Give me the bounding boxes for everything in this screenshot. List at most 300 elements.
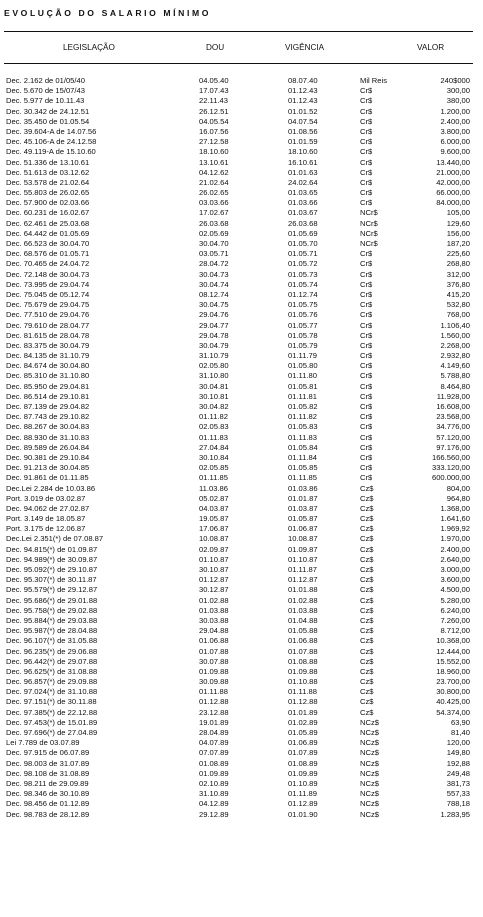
valor-cell: 120,00: [446, 738, 470, 748]
legislacao-cell: Dec. 45.106-A de 24.12.58: [6, 137, 97, 147]
table-row: [0, 127, 483, 137]
legislacao-cell: Dec. 95.307(*) de 30.11.87: [6, 575, 97, 585]
table-row: [0, 585, 483, 595]
valor-cell: 5.788,80: [440, 371, 470, 381]
table-row: [0, 677, 483, 687]
table-row: [0, 351, 483, 361]
vigencia-cell: 01.05.72: [288, 259, 318, 269]
currency-cell: Cr$: [360, 167, 373, 177]
currency-cell: Cz$: [360, 697, 374, 707]
currency-cell: Cr$: [360, 147, 373, 157]
dou-cell: 26.02.65: [199, 188, 229, 198]
currency-cell: Cr$: [360, 351, 373, 361]
legislacao-cell: Dec. 55.803 de 26.02.65: [6, 188, 90, 198]
dou-cell: 30.04.75: [199, 300, 229, 310]
dou-cell: 18.10.60: [199, 147, 229, 157]
dou-cell: 04.12.62: [199, 167, 229, 177]
currency-cell: Cz$: [360, 636, 374, 646]
vigencia-cell: 01.01.63: [288, 167, 318, 177]
vigencia-cell: 01.11.83: [288, 432, 317, 442]
legislacao-cell: Dec. 86.514 de 29.10.81: [6, 391, 90, 401]
vigencia-cell: 01.05.88: [288, 626, 318, 636]
currency-cell: NCr$: [360, 228, 378, 238]
currency-cell: Cz$: [360, 565, 374, 574]
dou-cell: 04.07.89: [199, 738, 229, 748]
vigencia-cell: 01.05.82: [288, 402, 318, 411]
table-row: [0, 728, 483, 738]
table-row: [0, 514, 483, 524]
vigencia-cell: 01.08.56: [288, 126, 318, 136]
vigencia-cell: 01.06.87: [288, 524, 318, 534]
table-row: [0, 494, 483, 504]
column-header-vigencia: VIGÊNCIA: [285, 43, 325, 52]
table-row: [0, 748, 483, 758]
vigencia-cell: 01.02.89: [288, 717, 318, 727]
dou-cell: 30.04.73: [199, 269, 229, 279]
valor-cell: 240$000: [440, 76, 470, 85]
table-row: [0, 188, 483, 198]
currency-cell: Cz$: [360, 656, 374, 666]
salary-table: [0, 76, 483, 820]
valor-cell: 2.932,80: [440, 351, 470, 361]
legislacao-cell: Dec.Lei 2.284 de 10.03.86: [6, 483, 96, 493]
valor-cell: 1.200,00: [440, 106, 470, 116]
table-row: [0, 463, 483, 473]
currency-cell: Cz$: [360, 514, 374, 524]
currency-cell: NCz$: [360, 758, 379, 768]
dou-cell: 13.10.61: [199, 157, 229, 167]
legislacao-cell: Port. 3.149 de 18.05.87: [6, 514, 86, 524]
legislacao-cell: Dec. 73.995 de 29.04.74: [6, 279, 90, 289]
legislacao-cell: Dec. 87.139 de 29.04.82: [6, 402, 90, 411]
dou-cell: 26.03.68: [199, 218, 229, 228]
currency-cell: Cz$: [360, 626, 374, 636]
table-row: [0, 647, 483, 657]
vigencia-cell: 01.12.74: [288, 289, 318, 299]
valor-cell: 84.000,00: [436, 198, 470, 208]
table-row: [0, 259, 483, 269]
currency-cell: Cr$: [360, 422, 373, 432]
currency-cell: Cz$: [360, 707, 374, 717]
dou-cell: 19.05.87: [199, 514, 229, 524]
valor-cell: 1.283,95: [440, 809, 470, 819]
table-row: [0, 341, 483, 351]
dou-cell: 01.02.88: [199, 595, 229, 605]
valor-cell: 1.970,00: [440, 534, 470, 544]
vigencia-cell: 08.07.40: [288, 76, 318, 85]
dou-cell: 30.04.81: [199, 381, 229, 391]
valor-cell: 964,80: [446, 493, 470, 503]
dou-cell: 30.04.74: [199, 279, 229, 289]
table-row: [0, 178, 483, 188]
table-row: [0, 158, 483, 168]
vigencia-cell: 01.10.87: [288, 554, 318, 564]
table-row: [0, 565, 483, 575]
header-top-rule: [4, 31, 473, 32]
valor-cell: 12.444,00: [436, 646, 470, 656]
valor-cell: 149,80: [446, 748, 470, 758]
valor-cell: 54.374,00: [436, 707, 470, 717]
currency-cell: Cr$: [360, 157, 373, 167]
vigencia-cell: 04.07.54: [288, 116, 318, 126]
vigencia-cell: 01.06.89: [288, 738, 318, 748]
legislacao-cell: Dec. 94.062 de 27.02.87: [6, 503, 90, 513]
currency-cell: Cz$: [360, 544, 374, 554]
vigencia-cell: 01.10.88: [288, 677, 318, 687]
currency-cell: Cr$: [360, 249, 373, 259]
valor-cell: 532,80: [446, 300, 470, 310]
table-row: [0, 779, 483, 789]
valor-cell: 2.400,00: [440, 116, 470, 126]
legislacao-cell: Dec. 97.453(*) de 15.01.89: [6, 717, 98, 727]
dou-cell: 04.12.89: [199, 799, 229, 809]
legislacao-cell: Dec.Lei 2.351(*) de 07.08.87: [6, 534, 104, 544]
legislacao-cell: Dec. 91.213 de 30.04.85: [6, 463, 90, 473]
table-row: [0, 687, 483, 697]
vigencia-cell: 01.04.88: [288, 615, 318, 625]
legislacao-cell: Dec. 96.107(*) de 31.05.88: [6, 636, 98, 646]
currency-cell: Cr$: [360, 442, 373, 452]
currency-cell: Cr$: [360, 198, 373, 208]
dou-cell: 02.05.69: [199, 228, 229, 238]
valor-cell: 42.000,00: [436, 177, 470, 187]
valor-cell: 1.641,60: [440, 514, 470, 524]
dou-cell: 31.10.89: [199, 789, 229, 799]
table-row: [0, 331, 483, 341]
table-row: [0, 545, 483, 555]
legislacao-cell: Dec. 96.442(*) de 29.07.88: [6, 656, 98, 666]
vigencia-cell: 01.07.89: [288, 748, 318, 758]
vigencia-cell: 01.05.71: [288, 249, 318, 259]
table-row: [0, 708, 483, 718]
vigencia-cell: 01.08.88: [288, 656, 318, 666]
legislacao-cell: Lei 7.789 de 03.07.89: [6, 738, 80, 748]
vigencia-cell: 01.03.67: [288, 208, 318, 218]
vigencia-cell: 01.12.88: [288, 697, 318, 707]
table-row: [0, 76, 483, 86]
table-row: [0, 229, 483, 239]
dou-cell: 30.10.81: [199, 391, 229, 401]
dou-cell: 01.11.85: [199, 473, 228, 483]
valor-cell: 1.106,40: [440, 320, 470, 330]
dou-cell: 29.04.78: [199, 330, 229, 340]
currency-cell: Cz$: [360, 595, 374, 605]
legislacao-cell: Dec. 64.442 de 01.05.69: [6, 228, 90, 238]
valor-cell: 557,33: [446, 789, 470, 799]
table-row: [0, 789, 483, 799]
legislacao-cell: Dec. 87.743 de 29.10.82: [6, 412, 90, 422]
valor-cell: 333.120,00: [431, 463, 470, 473]
currency-cell: NCz$: [360, 768, 379, 778]
currency-cell: Cr$: [360, 340, 373, 350]
table-row: [0, 198, 483, 208]
vigencia-cell: 01.05.80: [288, 361, 318, 371]
dou-cell: 30.10.84: [199, 452, 229, 462]
valor-cell: 2.400,00: [440, 544, 470, 554]
vigencia-cell: 01.05.70: [288, 239, 318, 248]
dou-cell: 27.12.58: [199, 137, 229, 147]
legislacao-cell: Dec. 95.884(*) de 29.03.88: [6, 615, 98, 625]
legislacao-cell: Dec. 98.211 de 29.09.89: [6, 778, 89, 788]
table-row: [0, 168, 483, 178]
currency-cell: Cr$: [360, 96, 373, 106]
dou-cell: 07.07.89: [199, 748, 229, 758]
table-row: [0, 310, 483, 320]
column-header-valor: VALOR: [417, 43, 445, 52]
table-row: [0, 484, 483, 494]
table-row: [0, 616, 483, 626]
valor-cell: 57.120,00: [436, 432, 470, 442]
currency-cell: Cr$: [360, 279, 373, 289]
vigencia-cell: 01.05.79: [288, 340, 318, 350]
legislacao-cell: Dec. 97.151(*) de 30.11.88: [6, 697, 97, 707]
dou-cell: 01.08.89: [199, 758, 229, 768]
valor-cell: 105,00: [446, 208, 470, 218]
vigencia-cell: 01.11.89: [288, 789, 317, 799]
legislacao-cell: Dec. 84.135 de 31.10.79: [6, 351, 90, 361]
column-header-legislacao: LEGISLAÇÃO: [63, 43, 115, 52]
currency-cell: Cr$: [360, 391, 373, 401]
currency-cell: Cr$: [360, 188, 373, 198]
table-row: [0, 534, 483, 544]
currency-cell: NCz$: [360, 789, 379, 799]
legislacao-cell: Dec. 81.615 de 28.04.78: [6, 330, 90, 340]
vigencia-cell: 01.03.86: [288, 483, 318, 493]
vigencia-cell: 01.05.73: [288, 269, 318, 279]
currency-cell: Cr$: [360, 116, 373, 126]
vigencia-cell: 01.12.43: [288, 86, 318, 96]
currency-cell: Cz$: [360, 605, 374, 615]
dou-cell: 02.05.85: [199, 463, 229, 473]
legislacao-cell: Dec. 88.930 de 31.10.83: [6, 432, 90, 442]
vigencia-cell: 01.01.52: [288, 106, 318, 116]
vigencia-cell: 01.03.66: [288, 198, 318, 208]
dou-cell: 17.02.67: [199, 208, 229, 218]
currency-cell: Cr$: [360, 177, 373, 187]
dou-cell: 29.12.89: [199, 809, 229, 819]
legislacao-cell: Dec. 91.861 de 01.11.85: [6, 473, 89, 483]
legislacao-cell: Port. 3.175 de 12.06.87: [6, 524, 86, 534]
table-row: [0, 290, 483, 300]
table-row: [0, 697, 483, 707]
vigencia-cell: 01.01.90: [288, 809, 318, 819]
table-row: [0, 270, 483, 280]
currency-cell: Cr$: [360, 361, 373, 371]
legislacao-cell: Dec. 95.758(*) de 29.02.88: [6, 605, 98, 615]
table-row: [0, 361, 483, 371]
table-row: [0, 504, 483, 514]
vigencia-cell: 01.11.88: [288, 687, 317, 697]
dou-cell: 27.04.84: [199, 442, 229, 452]
vigencia-cell: 01.09.89: [288, 768, 318, 778]
currency-cell: Cz$: [360, 483, 374, 493]
valor-cell: 187,20: [446, 239, 470, 248]
vigencia-cell: 01.05.83: [288, 422, 318, 432]
currency-cell: Cr$: [360, 126, 373, 136]
legislacao-cell: Dec. 98.346 de 30.10.89: [6, 789, 90, 799]
legislacao-cell: Dec. 79.610 de 28.04.77: [6, 320, 90, 330]
valor-cell: 34.776,00: [436, 422, 470, 432]
legislacao-cell: Dec. 5.670 de 15/07/43: [6, 86, 85, 96]
table-row: [0, 249, 483, 259]
table-row: [0, 667, 483, 677]
valor-cell: 30.800,00: [436, 687, 470, 697]
valor-cell: 7.260,00: [440, 615, 470, 625]
dou-cell: 01.09.89: [199, 768, 229, 778]
legislacao-cell: Dec. 70.465 de 24.04.72: [6, 259, 90, 269]
header-bottom-rule: [4, 63, 473, 64]
table-row: [0, 300, 483, 310]
legislacao-cell: Dec. 89.589 de 26.04.84: [6, 442, 90, 452]
currency-cell: Cz$: [360, 646, 374, 656]
table-row: [0, 606, 483, 616]
legislacao-cell: Dec. 83.375 de 30.04.79: [6, 340, 90, 350]
legislacao-cell: Dec. 90.381 de 29.10.84: [6, 452, 90, 462]
vigencia-cell: 01.02.88: [288, 595, 318, 605]
vigencia-cell: 01.05.76: [288, 310, 318, 320]
legislacao-cell: Dec. 95.092(*) de 29.10.87: [6, 565, 98, 574]
vigencia-cell: 01.11.84: [288, 452, 317, 462]
table-row: [0, 473, 483, 483]
dou-cell: 04.05.54: [199, 116, 229, 126]
dou-cell: 02.05.80: [199, 361, 229, 371]
legislacao-cell: Port. 3.019 de 03.02.87: [6, 493, 86, 503]
legislacao-cell: Dec. 57.900 de 02.03.66: [6, 198, 90, 208]
currency-cell: Cz$: [360, 575, 374, 585]
valor-cell: 381,73: [446, 778, 470, 788]
currency-cell: NCr$: [360, 239, 378, 248]
valor-cell: 380,00: [446, 96, 470, 106]
legislacao-cell: Dec. 94.815(*) de 01.09.87: [6, 544, 98, 554]
currency-cell: NCz$: [360, 738, 379, 748]
currency-cell: Cr$: [360, 402, 373, 411]
currency-cell: NCz$: [360, 717, 379, 727]
currency-cell: NCz$: [360, 778, 379, 788]
dou-cell: 29.04.76: [199, 310, 229, 320]
valor-cell: 192,88: [446, 758, 470, 768]
legislacao-cell: Dec. 97.696(*) de 27.04.89: [6, 728, 98, 737]
currency-cell: Cz$: [360, 585, 374, 595]
currency-cell: Cr$: [360, 86, 373, 96]
dou-cell: 30.07.88: [199, 656, 229, 666]
legislacao-cell: Dec. 68.576 de 01.05.71: [6, 249, 90, 259]
table-row: [0, 382, 483, 392]
vigencia-cell: 01.01.88: [288, 585, 318, 595]
table-row: [0, 321, 483, 331]
dou-cell: 29.04.88: [199, 626, 229, 636]
valor-cell: 3.800,00: [440, 126, 470, 136]
dou-cell: 08.12.74: [199, 289, 229, 299]
dou-cell: 01.12.87: [199, 575, 229, 585]
currency-cell: Cr$: [360, 473, 373, 483]
vigencia-cell: 16.10.61: [288, 157, 318, 167]
vigencia-cell: 01.03.88: [288, 605, 318, 615]
vigencia-cell: 01.05.81: [288, 381, 318, 391]
legislacao-cell: Dec. 98.108 de 31.08.89: [6, 768, 90, 778]
vigencia-cell: 01.05.84: [288, 442, 318, 452]
currency-cell: Cr$: [360, 137, 373, 147]
dou-cell: 30.04.82: [199, 402, 229, 411]
table-row: [0, 443, 483, 453]
vigencia-cell: 01.05.87: [288, 514, 318, 524]
valor-cell: 8.712,00: [440, 626, 470, 636]
table-row: [0, 759, 483, 769]
table-row: [0, 555, 483, 565]
table-row: [0, 810, 483, 820]
currency-cell: NCr$: [360, 218, 378, 228]
valor-cell: 9.600,00: [440, 147, 470, 157]
currency-cell: Cr$: [360, 330, 373, 340]
valor-cell: 129,60: [446, 218, 470, 228]
legislacao-cell: Dec. 98.456 de 01.12.89: [6, 799, 90, 809]
valor-cell: 13.440,00: [436, 157, 470, 167]
vigencia-cell: 18.10.60: [288, 147, 318, 157]
valor-cell: 249,48: [446, 768, 470, 778]
currency-cell: Cr$: [360, 310, 373, 320]
valor-cell: 1.368,00: [440, 503, 470, 513]
valor-cell: 225,60: [446, 249, 470, 259]
vigencia-cell: 01.11.81: [288, 391, 317, 401]
currency-cell: Cr$: [360, 463, 373, 473]
table-row: [0, 575, 483, 585]
legislacao-cell: Dec. 51.336 de 13.10.61: [6, 157, 90, 167]
vigencia-cell: 01.11.82: [288, 412, 317, 422]
vigencia-cell: 01.05.77: [288, 320, 318, 330]
dou-cell: 17.07.43: [199, 86, 229, 96]
valor-cell: 40.425,00: [436, 697, 470, 707]
valor-cell: 3.600,00: [440, 575, 470, 585]
vigencia-cell: 01.01.59: [288, 137, 318, 147]
legislacao-cell: Dec. 84.674 de 30.04.80: [6, 361, 90, 371]
legislacao-cell: Dec. 96.235(*) de 29.06.88: [6, 646, 98, 656]
vigencia-cell: 01.12.43: [288, 96, 318, 106]
dou-cell: 30.12.87: [199, 585, 229, 595]
dou-cell: 04.03.87: [199, 503, 229, 513]
dou-cell: 01.03.88: [199, 605, 229, 615]
currency-cell: NCr$: [360, 208, 378, 218]
valor-cell: 8.464,80: [440, 381, 470, 391]
table-row: [0, 412, 483, 422]
table-row: [0, 524, 483, 534]
valor-cell: 5.280,00: [440, 595, 470, 605]
valor-cell: 63,90: [450, 717, 470, 727]
currency-cell: Cr$: [360, 412, 373, 422]
vigencia-cell: 10.08.87: [288, 534, 318, 544]
vigencia-cell: 01.06.88: [288, 636, 318, 646]
dou-cell: 19.01.89: [199, 717, 229, 727]
valor-cell: 2.640,00: [440, 554, 470, 564]
dou-cell: 05.02.87: [199, 493, 229, 503]
valor-cell: 768,00: [446, 310, 470, 320]
table-row: [0, 422, 483, 432]
dou-cell: 11.03.86: [199, 483, 228, 493]
valor-cell: 15.552,00: [436, 656, 470, 666]
table-row: [0, 433, 483, 443]
valor-cell: 600.000,00: [431, 473, 470, 483]
valor-cell: 2.268,00: [440, 340, 470, 350]
table-row: [0, 280, 483, 290]
dou-cell: 01.12.88: [199, 697, 229, 707]
table-row: [0, 117, 483, 127]
table-row: [0, 636, 483, 646]
currency-cell: Cr$: [360, 300, 373, 310]
vigencia-cell: 01.11.79: [288, 351, 317, 361]
dou-cell: 30.09.88: [199, 677, 229, 687]
vigencia-cell: 01.03.87: [288, 503, 318, 513]
table-row: [0, 657, 483, 667]
vigencia-cell: 01.05.78: [288, 330, 318, 340]
vigencia-cell: 01.11.80: [288, 371, 317, 381]
